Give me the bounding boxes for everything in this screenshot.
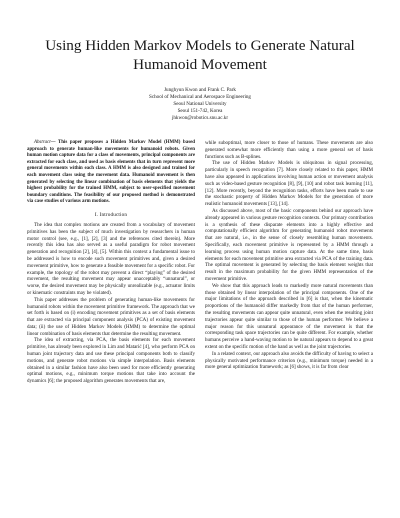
body-paragraph: In a related context, our approach also avoids the difficulty of having to select a physically motivated performance criterion (e.g., minimum torque) needed in a more general optimization framework; as [6] shows, it is far from clear (205, 350, 373, 371)
body-paragraph: This paper addresses the problem of generating human-like movements for humanoid robots within the movement primitive framework. The approach that we set forth is based on (i) encoding movement primitives as a set of basis elements that are extracted via principal component analysis (PCA) of existing movement data; (ii) the use of Hidden Markov Models (HMM) to determine the optimal linear combination of basis elements that determine the resulting movement. (27, 296, 195, 337)
abstract-text: — This paper proposes a Hidden Markov Model (HMM) based approach to generate human-like movements for humanoid robots. Given human motion capture data for a class of movements, principal components are extracted for each class, and used as basis elements that in turn represent more general movements within each class. A HMM is also designed and trained for each movement class using the movement data. Humanoid movement is then generated by selecting the linear combination of basis elements that yields the highest probability for the trained HMM, subject to user-specified movement boundary conditions. The feasibility of our proposed method is demonstrated via case studies of various arm motions. (27, 140, 195, 205)
body-paragraph: while suboptimal, more closer to those of humans. These movements are also generated somewhat more efficiently than using a more general set of basis functions such as B-splines. (205, 140, 373, 160)
right-column (205, 140, 373, 385)
body-paragraph: The idea of extracting, via PCA, the basis elements for each movement primitive, has already been explored in Lim and Matarić [4], who perform PCA on human joint trajectory data and use these principal components both to classify motions, and generate robot motions via simple interpolation. Basis elements obtained in a similar fashion have also been used for more efficiently generating optimal motions, e.g., minimum torque motions that take into account the dynamics [6]; the proposed algorithm generates movements that are, (27, 337, 195, 385)
body-paragraph: As discussed above, most of the basic components behind our approach have already appeared in various gesture recognition contexts. Our primary contribution is a synthesis of these disparate elements into a highly effective and computationally efficient algorithm for generating humanoid robot movements that are natural, i.e., in the sense of closely resembling human movements. Specifically, each movement primitive is represented by a HMM through a learning process using human motion capture data. At the same time, basis elements for each movement primitive area extracted via PCA of the training data. The optimal movement is generated by selecting the basis element weights that result in the maximum probability for the given HMM representation of the movement primitive. (205, 207, 373, 282)
two-column-body (27, 140, 373, 385)
affiliation-line: School of Mechanical and Aerospace Engineering (149, 94, 251, 100)
left-column (27, 140, 195, 385)
paper-title: Using Hidden Markov Models to Generate Natural Humanoid Movement (45, 37, 355, 73)
body-paragraph: The idea that complex motions are created from a vocabulary of movement primitives has been the subject of much investigation by researchers in human motor control (see, e.g., [1], [2], [3] and the references cited therein). More recently this idea has also served as a useful paradigm for robot movement generation and recognition [2], [4], [5]. Within this context a fundamental issue to be addressed is how to encode such movement primitives and, given a desired movement primitive, how to generate a feasible movement for a specific robot. For example, the topology of the robot may prevent a direct “playing” of the desired movement, the resulting movement may appear unacceptably “unnatural”, or worse, the desired movement may be physically unrealizable (e.g., actuator limits or kinematic constraints may be violated). (27, 221, 195, 296)
section-heading-introduction: I. Introduction (94, 211, 128, 218)
author-names: Junghyun Kwon and Frank C. Park (164, 87, 236, 93)
affiliation-line: Seoul National University (173, 101, 227, 107)
body-paragraph: We show that this approach leads to markedly more natural movements than those obtained by linear interpolation of the principal components. One of the major limitations of the approach described in [6] is that, when the kinematic proportions of the humanoid differ markedly from that of the human performer, the resulting movements can appear quite unnatural, even when the resulting joint trajectories appear quite similar to those of the human performer. We believe a major reason for this unnatural appearance of the movement is that the corresponding task space trajectories can be quite different. For example, whether humans perceive a hand-waving motion to be natural appears to depend to a great extent on the specific motion of the hand as well as the joint trajectories. (205, 282, 373, 350)
author-block (27, 87, 373, 122)
author-email: jhkwon@robotics.snu.ac.kr (171, 115, 229, 121)
affiliation-line: Seoul 151-742, Korea (177, 108, 223, 114)
abstract-paragraph (27, 140, 195, 206)
body-paragraph: The use of Hidden Markov Models is ubiquitous in signal processing, particularly in speech recognition [7]. More closely related to this paper, HMM have also appeared in applications involving human action or movement analysis such as video-based gesture recognition [8], [9], [10] and robot task learning [11], [12]. More recently, beyond the recognition tasks, efforts have been made to use the stochastic property of Hidden Markov Models for the generation of more realistic humanoid movements [13], [14]. (205, 160, 373, 208)
abstract-label: Abstract (34, 140, 51, 145)
